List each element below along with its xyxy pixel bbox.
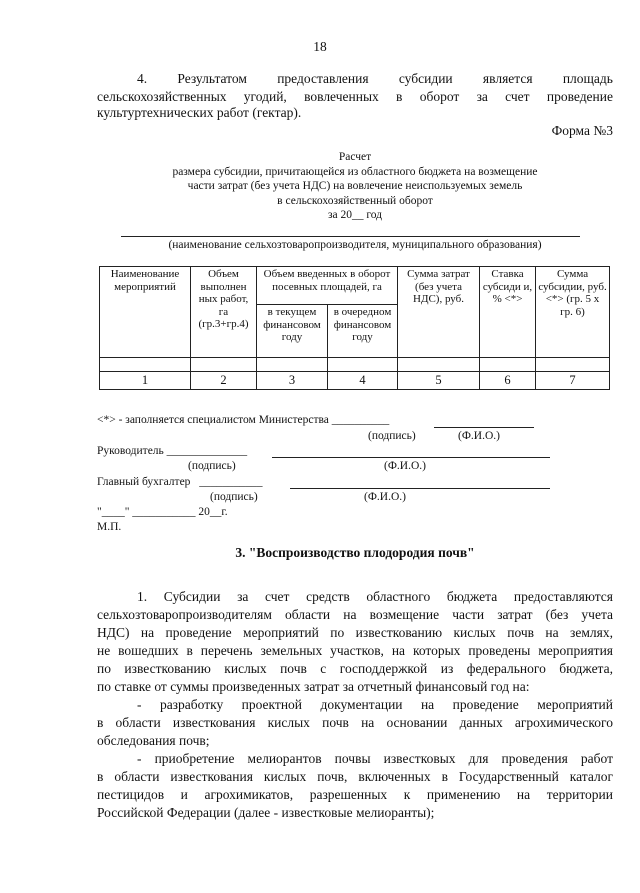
item4-word: является <box>482 71 533 86</box>
page-number: 18 <box>313 39 327 54</box>
item4-word: Результатом <box>177 71 247 86</box>
table-cell <box>398 358 480 372</box>
table-cell <box>257 358 328 372</box>
table-header-row <box>100 267 610 305</box>
col-number: 3 <box>257 372 328 390</box>
accountant-label <box>97 475 263 490</box>
heading-line: размера субсидии, причитающейся из областного бюджета на возмещение <box>172 165 538 178</box>
director-text: Руководитель <box>97 445 164 457</box>
table-cell <box>480 358 536 372</box>
col5-header: Сумма затрат (без учета НДС), руб. <box>398 267 480 358</box>
accountant-fio: (Ф.И.О.) <box>364 491 406 503</box>
paragraph-line: НДС) на проведение мероприятий по известкованию кислых почв на землях, <box>97 625 613 640</box>
table-cell <box>536 358 610 372</box>
col7-header: Сумма субсидии, руб. <*> (гр. 5 х гр. 6) <box>536 267 610 358</box>
item4-word: 4. <box>137 71 148 86</box>
col34-header: Объем введенных в оборот посевных площадей, га <box>257 267 398 305</box>
accountant-blank: ___________ <box>199 476 263 488</box>
bullet-line: обследования почв; <box>97 733 210 748</box>
heading-line: в сельскохозяйственный оборот <box>277 194 433 207</box>
calc-table <box>99 266 610 390</box>
accountant-podpis: (подпись) <box>210 491 258 503</box>
footnote-blank: __________ <box>331 414 390 426</box>
bullet-line: в области известкования кислых почв на основании данных агрохимического <box>97 715 613 730</box>
bullet-line: - приобретение мелиорантов почвы известковых для проведения работ <box>137 751 613 766</box>
col3-header: в текущем финансовом году <box>257 305 328 358</box>
col-number: 2 <box>191 372 257 390</box>
col-number: 4 <box>328 372 398 390</box>
podpis-caption: (подпись) <box>368 430 416 442</box>
paragraph-line: не вошедших в перечень земельных участков, на которых проведены мероприятия <box>97 643 613 658</box>
item4-line2: сельскохозяйственных угодий, вовлеченных в оборот за счет проведение <box>97 89 613 104</box>
footnote <box>97 413 389 428</box>
heading-line: за 20__ год <box>327 209 383 221</box>
accountant-text: Главный бухгалтер <box>97 476 191 488</box>
heading-line: части затрат (без учета НДС) на вовлечение неиспользуемых земель <box>187 180 523 192</box>
director-label <box>97 444 247 459</box>
section3-body <box>97 588 613 822</box>
bullet-line: в области известкования кислых почв, включенных в Государственный каталог <box>97 769 613 784</box>
item4-line3: культуртехнических работ (гектар). <box>97 105 302 120</box>
col1-header: Наименование мероприятий <box>100 267 191 358</box>
director-fio: (Ф.И.О.) <box>384 460 426 472</box>
paragraph-line: по известкованию кислых почв с господдержкой из федерального бюджета, <box>97 661 613 676</box>
col4-header: в очередном финансовом году <box>328 305 398 358</box>
paragraph-line: сельхозтоваропроизводителям области на возмещение части затрат (без учета <box>97 607 613 622</box>
bullet-line: Российской Федерации (далее - известковые мелиоранты); <box>97 805 435 820</box>
org-caption: (наименование сельхозтоваропроизводителя, муниципального образования) <box>168 239 542 251</box>
table-cell <box>328 358 398 372</box>
fio-caption: (Ф.И.О.) <box>458 430 500 442</box>
director-podpis: (подпись) <box>188 460 236 472</box>
col-number: 6 <box>480 372 536 390</box>
stamp-mark: М.П. <box>97 521 122 533</box>
accountant-fio-line <box>290 488 550 489</box>
form-label: Форма №3 <box>551 123 613 138</box>
item4-word: предоставления <box>277 71 369 86</box>
table-number-row <box>100 372 610 390</box>
col-number: 5 <box>398 372 480 390</box>
bullet-line: - разработку проектной документации на проведение мероприятий <box>137 697 613 712</box>
table-cell <box>100 358 191 372</box>
fio-line <box>434 427 534 428</box>
col2-header: Объем выполнен ных работ, га (гр.3+гр.4) <box>191 267 257 358</box>
section-title: 3. "Воспроизводство плодородия почв" <box>235 545 475 560</box>
footnote-text: <*> - заполняется специалистом Министерства <box>97 414 329 426</box>
col-number: 7 <box>536 372 610 390</box>
org-name-line <box>121 236 580 237</box>
director-blank: ______________ <box>166 445 248 457</box>
item4-word: площадь <box>562 71 613 86</box>
date-line: "____" ___________ 20__г. <box>97 506 228 518</box>
calc-heading <box>95 150 615 223</box>
col-number: 1 <box>100 372 191 390</box>
heading-line: Расчет <box>338 151 372 163</box>
director-fio-line <box>272 457 550 458</box>
item4-line1 <box>97 70 613 88</box>
col6-header: Ставка субсиди и, % <*> <box>480 267 536 358</box>
item4-word: субсидии <box>398 71 453 86</box>
paragraph-line: 1. Субсидии за счет средств областного бюджета предоставляются <box>137 589 613 604</box>
bullet-line: пестицидов и агрохимикатов, разрешенных к применению на территории <box>97 787 613 802</box>
paragraph-line: по ставке от суммы произведенных затрат за отчетный финансовый год на: <box>97 679 530 694</box>
table-cell <box>191 358 257 372</box>
table-row <box>100 358 610 372</box>
